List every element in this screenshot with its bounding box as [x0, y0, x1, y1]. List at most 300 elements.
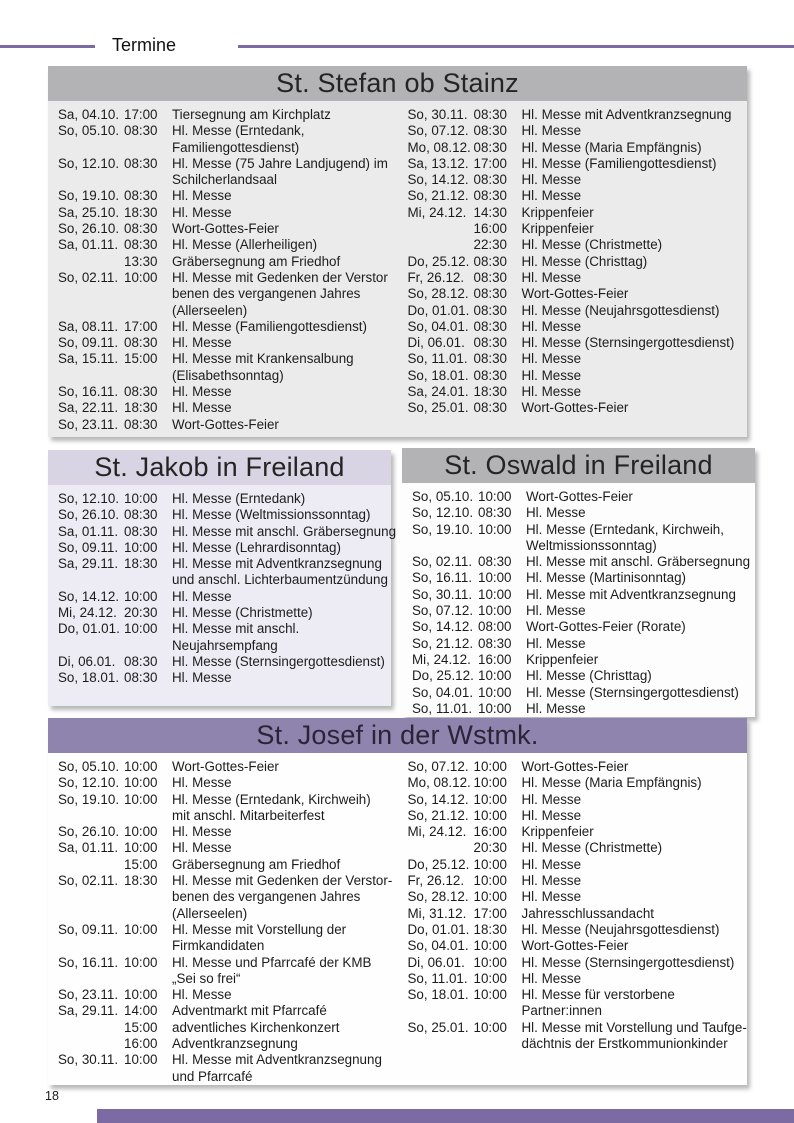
entry-time: 17:00 [473, 155, 508, 171]
entry-description: Hl. Messe (Erntedank, Kirchweih, Weltmissionssonntag) [526, 521, 724, 553]
entry-date: Sa, 04.10. [58, 107, 120, 122]
entry-description: Hl. Messe [172, 188, 232, 204]
entry-date: So, 25.01. [407, 1019, 469, 1035]
entry-description: Hl. Messe [526, 635, 586, 651]
entry-date: So, 16.11. [58, 954, 119, 970]
schedule-entry [412, 619, 755, 635]
section-title: St. Oswald in Freiland [402, 448, 755, 483]
entry-time: 22:30 [473, 237, 508, 253]
entry-description: Krippenfeier [521, 204, 594, 220]
entry-time: 10:00 [478, 700, 512, 716]
schedule-entry [412, 587, 755, 603]
entry-description: Hl. Messe [172, 670, 232, 686]
entry-time: 08:30 [473, 139, 508, 155]
entry-description: Hl. Messe [521, 318, 582, 334]
entry-time: 08:30 [473, 188, 508, 204]
schedule-entry [408, 987, 748, 1020]
schedule-entry [412, 489, 755, 505]
top-divider-left [0, 45, 95, 48]
entry-description: Hl. Messe [521, 188, 582, 204]
schedule-entry [58, 1020, 398, 1036]
entry-date: Sa, 29.11. [58, 1003, 119, 1019]
entry-description: Hl. Messe [172, 400, 232, 416]
entry-time: 10:00 [473, 775, 508, 791]
entry-time: 08:00 [478, 619, 512, 635]
entry-description: Hl. Messe (75 Jahre Landjugend) im Schilcherlandsaal [172, 155, 388, 188]
section-stefan [48, 66, 747, 437]
entry-description: Hl. Messe [521, 269, 582, 285]
entry-date: Sa, 15.11. [58, 351, 119, 367]
entry-time: 08:30 [473, 123, 508, 139]
entry-time: 08:30 [124, 507, 158, 523]
schedule-entry [58, 1003, 398, 1019]
section-body [402, 483, 755, 717]
entry-description: Hl. Messe (Christmette) [521, 840, 663, 856]
entry-description: Hl. Messe [521, 384, 582, 400]
entry-description: Adventkranzsegnung [172, 1036, 298, 1052]
entry-time: 10:00 [124, 1052, 158, 1068]
entry-date: So, 05.10. [58, 759, 120, 774]
entry-description: Hl. Messe [521, 123, 582, 139]
entry-date [408, 840, 474, 856]
entry-date: So, 04.01. [407, 318, 469, 334]
entry-time: 15:00 [124, 1019, 158, 1035]
entry-description: Hl. Messe [521, 172, 582, 188]
entry-date: So, 12.10. [58, 155, 120, 171]
entry-time: 10:00 [124, 791, 158, 807]
entry-date: So, 05.10. [412, 489, 474, 504]
entry-date: So, 02.11. [58, 269, 119, 285]
entry-date: So, 18.01. [407, 987, 469, 1003]
entry-description: Wort-Gottes-Feier [521, 938, 629, 954]
schedule-entry [58, 270, 398, 319]
entry-time: 10:00 [473, 1019, 508, 1035]
entry-time: 08:30 [473, 351, 508, 367]
entry-time: 16:00 [478, 651, 512, 667]
entry-date: So, 18.01. [407, 367, 469, 383]
entry-date: So, 19.10. [58, 791, 120, 807]
schedule-entry [412, 603, 755, 619]
entry-date: So, 23.11. [58, 416, 119, 432]
schedule-entry [58, 621, 391, 654]
schedule-entry [412, 554, 755, 570]
entry-description: Hl. Messe [526, 505, 586, 521]
entry-time: 08:30 [124, 188, 158, 204]
entry-time: 08:30 [124, 237, 158, 253]
entry-date [58, 1020, 124, 1036]
entry-time: 10:00 [473, 970, 508, 986]
schedule-entry [408, 840, 748, 856]
entry-date: Mi, 24.12. [407, 204, 467, 220]
schedule-column [402, 483, 755, 717]
entry-description: Hl. Messe (Maria Empfängnis) [521, 139, 702, 155]
entry-date: So, 19.10. [412, 521, 474, 537]
schedule-entry [408, 156, 748, 172]
entry-date: So, 30.11. [412, 586, 473, 602]
entry-date: Fr, 26.12. [407, 269, 465, 285]
entry-date: So, 21.12. [407, 188, 469, 204]
entry-date: Sa, 24.01. [407, 384, 469, 400]
entry-date: So, 09.11. [58, 921, 119, 937]
schedule-entry [58, 670, 391, 686]
entry-date: Mi, 24.12. [412, 651, 471, 667]
schedule-entry [58, 605, 391, 621]
entry-time: 08:30 [473, 318, 508, 334]
schedule-entry [58, 857, 398, 873]
entry-description: Hl. Messe (Christmette) [521, 237, 663, 253]
entry-description: Adventmarkt mit Pfarrcafé [172, 1003, 327, 1019]
entry-date: So, 09.11. [58, 539, 119, 555]
schedule-entry [412, 505, 755, 521]
entry-time: 18:30 [124, 873, 158, 889]
entry-description: Hl. Messe mit anschl. Gräbersegnung [172, 523, 397, 539]
entry-time: 08:30 [124, 523, 158, 539]
entry-description: Hl. Messe (Martinisonntag) [526, 570, 686, 586]
entry-date: Di, 06.01. [58, 653, 116, 669]
entry-description: Hl. Messe [172, 775, 232, 791]
entry-description: Hl. Messe mit anschl. Gräbersegnung [526, 554, 751, 570]
entry-time: 08:30 [473, 400, 508, 416]
entry-date: So, 05.10. [58, 123, 120, 139]
schedule-entry [408, 172, 748, 188]
schedule-entry [408, 368, 748, 384]
entry-description: Hl. Messe (Sternsingergottesdienst) [526, 684, 739, 700]
entry-time: 10:00 [124, 987, 158, 1003]
entry-description: Hl. Messe (Familiengottesdienst) [521, 155, 717, 171]
schedule-entry [408, 1020, 748, 1053]
entry-date: So, 12.10. [58, 491, 120, 506]
entry-description: Hl. Messe mit Vorstellung und Taufge- dächtnis der Erstkommunionkinder [521, 1019, 747, 1052]
entry-time: 10:00 [124, 491, 158, 506]
entry-description: Wort-Gottes-Feier [172, 221, 279, 237]
schedule-entry [58, 188, 398, 204]
entry-date: Mi, 31.12. [407, 905, 467, 921]
schedule-entry [408, 335, 748, 351]
entry-time: 17:00 [124, 107, 158, 122]
entry-time: 14:00 [124, 1003, 158, 1019]
entry-date: So, 14.12. [407, 791, 469, 807]
entry-date: Sa, 29.11. [58, 556, 119, 572]
entry-time: 15:00 [124, 856, 158, 872]
entry-description: Hl. Messe mit Gedenken der Verstor benen des vergangenen Jahres (Allerseelen) [172, 269, 388, 318]
entry-date: So, 26.10. [58, 507, 120, 523]
schedule-entry [408, 221, 748, 237]
entry-time: 08:30 [473, 286, 508, 302]
entry-time: 10:00 [124, 269, 158, 285]
schedule-entry [408, 140, 748, 156]
entry-date: Sa, 22.11. [58, 400, 119, 416]
entry-description: Hl. Messe [521, 791, 582, 807]
entry-time: 10:00 [473, 889, 508, 905]
entry-time: 10:00 [478, 521, 512, 537]
entry-description: Hl. Messe (Familiengottesdienst) [172, 318, 367, 334]
entry-date: So, 26.10. [58, 824, 120, 840]
entry-description: Hl. Messe (Maria Empfängnis) [521, 775, 702, 791]
entry-date: So, 23.11. [58, 987, 119, 1003]
entry-time: 08:30 [478, 554, 512, 570]
entry-date [408, 237, 474, 253]
schedule-entry [58, 400, 398, 416]
section-jakob [48, 450, 397, 706]
entry-date [58, 857, 124, 873]
entry-time: 08:30 [124, 221, 158, 237]
entry-description: Hl. Messe (Allerheiligen) [172, 237, 318, 253]
entry-description: Wort-Gottes-Feier (Rorate) [526, 619, 686, 635]
schedule-entry [58, 335, 398, 351]
schedule-entry [408, 889, 748, 905]
schedule-entry [408, 971, 748, 987]
entry-time: 08:30 [473, 253, 508, 269]
entry-date: Mi, 24.12. [58, 605, 117, 621]
schedule-entry [408, 955, 748, 971]
entry-time: 10:00 [473, 873, 508, 889]
entry-time: 08:30 [124, 384, 158, 400]
schedule-entry [408, 384, 748, 400]
entry-description: Hl. Messe (Sternsingergottesdienst) [521, 335, 735, 351]
entry-date: So, 14.12. [58, 588, 120, 604]
entry-date: So, 14.12. [407, 172, 469, 188]
schedule-column [48, 101, 398, 433]
entry-date: Do, 01.01. [58, 621, 120, 637]
schedule-entry [58, 654, 391, 670]
entry-time: 10:00 [124, 921, 158, 937]
entry-time: 10:00 [478, 570, 512, 586]
entry-time: 16:00 [473, 824, 508, 840]
schedule-entry [58, 319, 398, 335]
entry-description: Hl. Messe (Neujahrsgottesdienst) [521, 302, 720, 318]
entry-date: So, 07.12. [412, 603, 474, 619]
page-number: 18 [45, 1089, 59, 1103]
schedule-entry [408, 857, 748, 873]
entry-date: So, 28.12. [407, 286, 469, 302]
entry-time: 14:30 [473, 204, 508, 220]
schedule-entry [58, 556, 391, 589]
entry-date: Do, 01.01. [407, 921, 470, 937]
entry-description: Krippenfeier [526, 651, 599, 667]
entry-time: 10:00 [124, 824, 158, 840]
schedule-entry [408, 188, 748, 204]
section-oswald [402, 448, 755, 717]
entry-date: So, 02.11. [58, 873, 119, 889]
entry-description: Hl. Messe [172, 840, 232, 856]
entry-description: Hl. Messe [521, 351, 582, 367]
entry-time: 10:00 [124, 759, 158, 774]
schedule-entry [58, 840, 398, 856]
entry-time: 10:00 [473, 856, 508, 872]
entry-date: So, 25.01. [407, 400, 469, 416]
entry-date: Sa, 13.12. [407, 155, 469, 171]
schedule-entry [58, 824, 398, 840]
entry-time: 20:30 [473, 840, 508, 856]
entry-date: Do, 25.12. [407, 253, 470, 269]
entry-date: Do, 25.12. [407, 856, 470, 872]
entry-description: Hl. Messe (Erntedank) [172, 491, 306, 506]
entry-time: 08:30 [478, 505, 512, 521]
schedule-entry [412, 685, 755, 701]
entry-time: 18:30 [124, 400, 158, 416]
entry-time: 10:00 [124, 840, 158, 856]
section-title: St. Stefan ob Stainz [48, 66, 747, 101]
entry-time: 08:30 [124, 670, 158, 686]
entry-time: 10:00 [478, 489, 512, 504]
footer-bar [97, 1109, 794, 1123]
entry-description: Hl. Messe [521, 889, 582, 905]
schedule-entry [408, 808, 748, 824]
entry-description: Hl. Messe [521, 856, 582, 872]
entry-description: Hl. Messe mit Adventkranzsegnung und Pfarrcafé [172, 1052, 382, 1084]
entry-date: So, 11.01. [407, 351, 468, 367]
entry-time: 10:00 [473, 807, 508, 823]
entry-date: Di, 06.01. [407, 335, 465, 351]
entry-time: 08:30 [473, 302, 508, 318]
entry-time: 10:00 [473, 791, 508, 807]
schedule-entry [408, 400, 748, 416]
entry-date: So, 12.10. [58, 775, 120, 791]
entry-time: 16:00 [473, 221, 508, 237]
entry-date: So, 19.10. [58, 188, 120, 204]
entry-description: Hl. Messe mit Gedenken der Verstor- benen des vergangenen Jahres (Allerseelen) [172, 873, 393, 921]
entry-description: Hl. Messe mit Adventkranzsegnung [521, 107, 732, 122]
schedule-entry [408, 775, 748, 791]
schedule-entry [408, 319, 748, 335]
entry-time: 18:30 [473, 921, 508, 937]
entry-description: Gräbersegnung am Friedhof [172, 856, 341, 872]
entry-date: So, 28.12. [407, 889, 469, 905]
entry-date: So, 21.12. [412, 635, 474, 651]
entry-date: Do, 01.01. [407, 302, 470, 318]
entry-date: Di, 06.01. [407, 954, 465, 970]
entry-description: Hl. Messe [521, 873, 582, 889]
entry-description: Hl. Messe mit Vorstellung der Firmkandidaten [172, 921, 347, 954]
entry-time: 08:30 [473, 367, 508, 383]
entry-description: Hl. Messe (Sternsingergottesdienst) [521, 954, 735, 970]
section-josef [48, 718, 747, 1085]
top-divider-right [238, 45, 794, 48]
entry-time: 08:30 [124, 335, 158, 351]
entry-date: So, 30.11. [407, 107, 468, 122]
entry-date: Sa, 01.11. [58, 523, 119, 539]
entry-date: So, 02.11. [412, 554, 473, 570]
entry-time: 18:30 [124, 556, 158, 572]
entry-date: So, 14.12. [412, 619, 474, 635]
entry-time: 08:30 [124, 416, 158, 432]
entry-description: Wort-Gottes-Feier [172, 416, 279, 432]
entry-time: 16:00 [124, 1036, 158, 1052]
entry-date: So, 09.11. [58, 335, 119, 351]
page-title: Termine [112, 35, 177, 55]
entry-description: Hl. Messe mit Krankensalbung (Elisabethsonntag) [172, 351, 354, 383]
schedule-entry [408, 270, 748, 286]
entry-description: Hl. Messe [521, 970, 582, 986]
entry-time: 08:30 [473, 269, 508, 285]
schedule-entry [58, 417, 398, 433]
entry-time: 08:30 [473, 107, 508, 122]
entry-time: 10:00 [478, 586, 512, 602]
entry-time: 17:00 [473, 905, 508, 921]
entry-time: 10:00 [473, 954, 508, 970]
schedule-entry [408, 906, 748, 922]
entry-description: Hl. Messe (Lehrardisonntag) [172, 539, 341, 555]
schedule-entry [408, 303, 748, 319]
entry-date: Fr, 26.12. [407, 873, 465, 889]
entry-time: 17:00 [124, 318, 158, 334]
entry-description: Hl. Messe für verstorbene Partner:innen [521, 987, 675, 1019]
entry-description: Wort-Gottes-Feier [521, 400, 629, 416]
schedule-entry [58, 759, 398, 775]
entry-description: Wort-Gottes-Feier [526, 489, 633, 504]
schedule-entry [58, 351, 398, 384]
entry-time: 10:00 [478, 603, 512, 619]
schedule-column [48, 485, 397, 687]
entry-description: Hl. Messe (Erntedank, Kirchweih) mit anschl. Mitarbeiterfest [172, 791, 371, 823]
entry-description: Hl. Messe (Christmette) [172, 605, 313, 621]
schedule-entry [58, 873, 398, 922]
entry-description: Hl. Messe mit Adventkranzsegnung und anschl. Lichterbaumentzündung [172, 556, 388, 588]
entry-time: 08:30 [473, 335, 508, 351]
entry-time: 10:00 [473, 987, 508, 1003]
schedule-entry [58, 589, 391, 605]
entry-description: Hl. Messe (Neujahrsgottesdienst) [521, 921, 720, 937]
entry-time: 10:00 [124, 621, 158, 637]
schedule-entry [58, 205, 398, 221]
section-body [48, 101, 747, 433]
entry-description: Hl. Messe [521, 367, 582, 383]
entry-description: Krippenfeier [521, 824, 594, 840]
entry-description: Tiersegnung am Kirchplatz [172, 107, 331, 122]
entry-description: Jahresschlussandacht [521, 905, 654, 921]
entry-time: 10:00 [478, 668, 512, 684]
schedule-entry [412, 570, 755, 586]
entry-time: 08:30 [478, 635, 512, 651]
section-body [48, 753, 747, 1085]
schedule-entry [408, 123, 748, 139]
entry-date: So, 12.10. [412, 505, 474, 521]
entry-date: So, 16.11. [58, 384, 119, 400]
entry-time: 08:30 [124, 653, 158, 669]
schedule-entry [408, 351, 748, 367]
entry-time: 10:00 [124, 775, 158, 791]
schedule-entry [408, 922, 748, 938]
entry-time: 08:30 [124, 123, 158, 139]
schedule-entry [58, 540, 391, 556]
entry-description: Hl. Messe [172, 335, 232, 351]
schedule-entry [58, 384, 398, 400]
schedule-entry [58, 792, 398, 825]
entry-description: Hl. Messe (Erntedank, Familiengottesdienst) [172, 123, 305, 155]
entry-date [58, 1036, 124, 1052]
section-title: St. Jakob in Freiland [48, 450, 391, 485]
entry-description: Hl. Messe [526, 700, 586, 716]
entry-date: So, 04.01. [412, 684, 474, 700]
entry-description: Hl. Messe [172, 204, 232, 220]
entry-description: Hl. Messe [526, 603, 586, 619]
entry-time: 10:00 [473, 938, 508, 954]
entry-time: 13:30 [124, 253, 158, 269]
entry-description: Hl. Messe mit anschl. Neujahrsempfang [172, 621, 300, 653]
entry-date: Sa, 01.11. [58, 237, 119, 253]
entry-time: 10:00 [124, 539, 158, 555]
schedule-entry [58, 123, 398, 156]
entry-description: Hl. Messe (Sternsingergottesdienst) [172, 653, 385, 669]
entry-date: So, 30.11. [58, 1052, 119, 1068]
schedule-entry [408, 237, 748, 253]
section-body [48, 485, 397, 687]
entry-time: 20:30 [124, 605, 158, 621]
schedule-entry [58, 523, 397, 540]
schedule-entry [58, 221, 398, 237]
schedule-entry [58, 1052, 398, 1085]
schedule-entry [58, 775, 398, 791]
